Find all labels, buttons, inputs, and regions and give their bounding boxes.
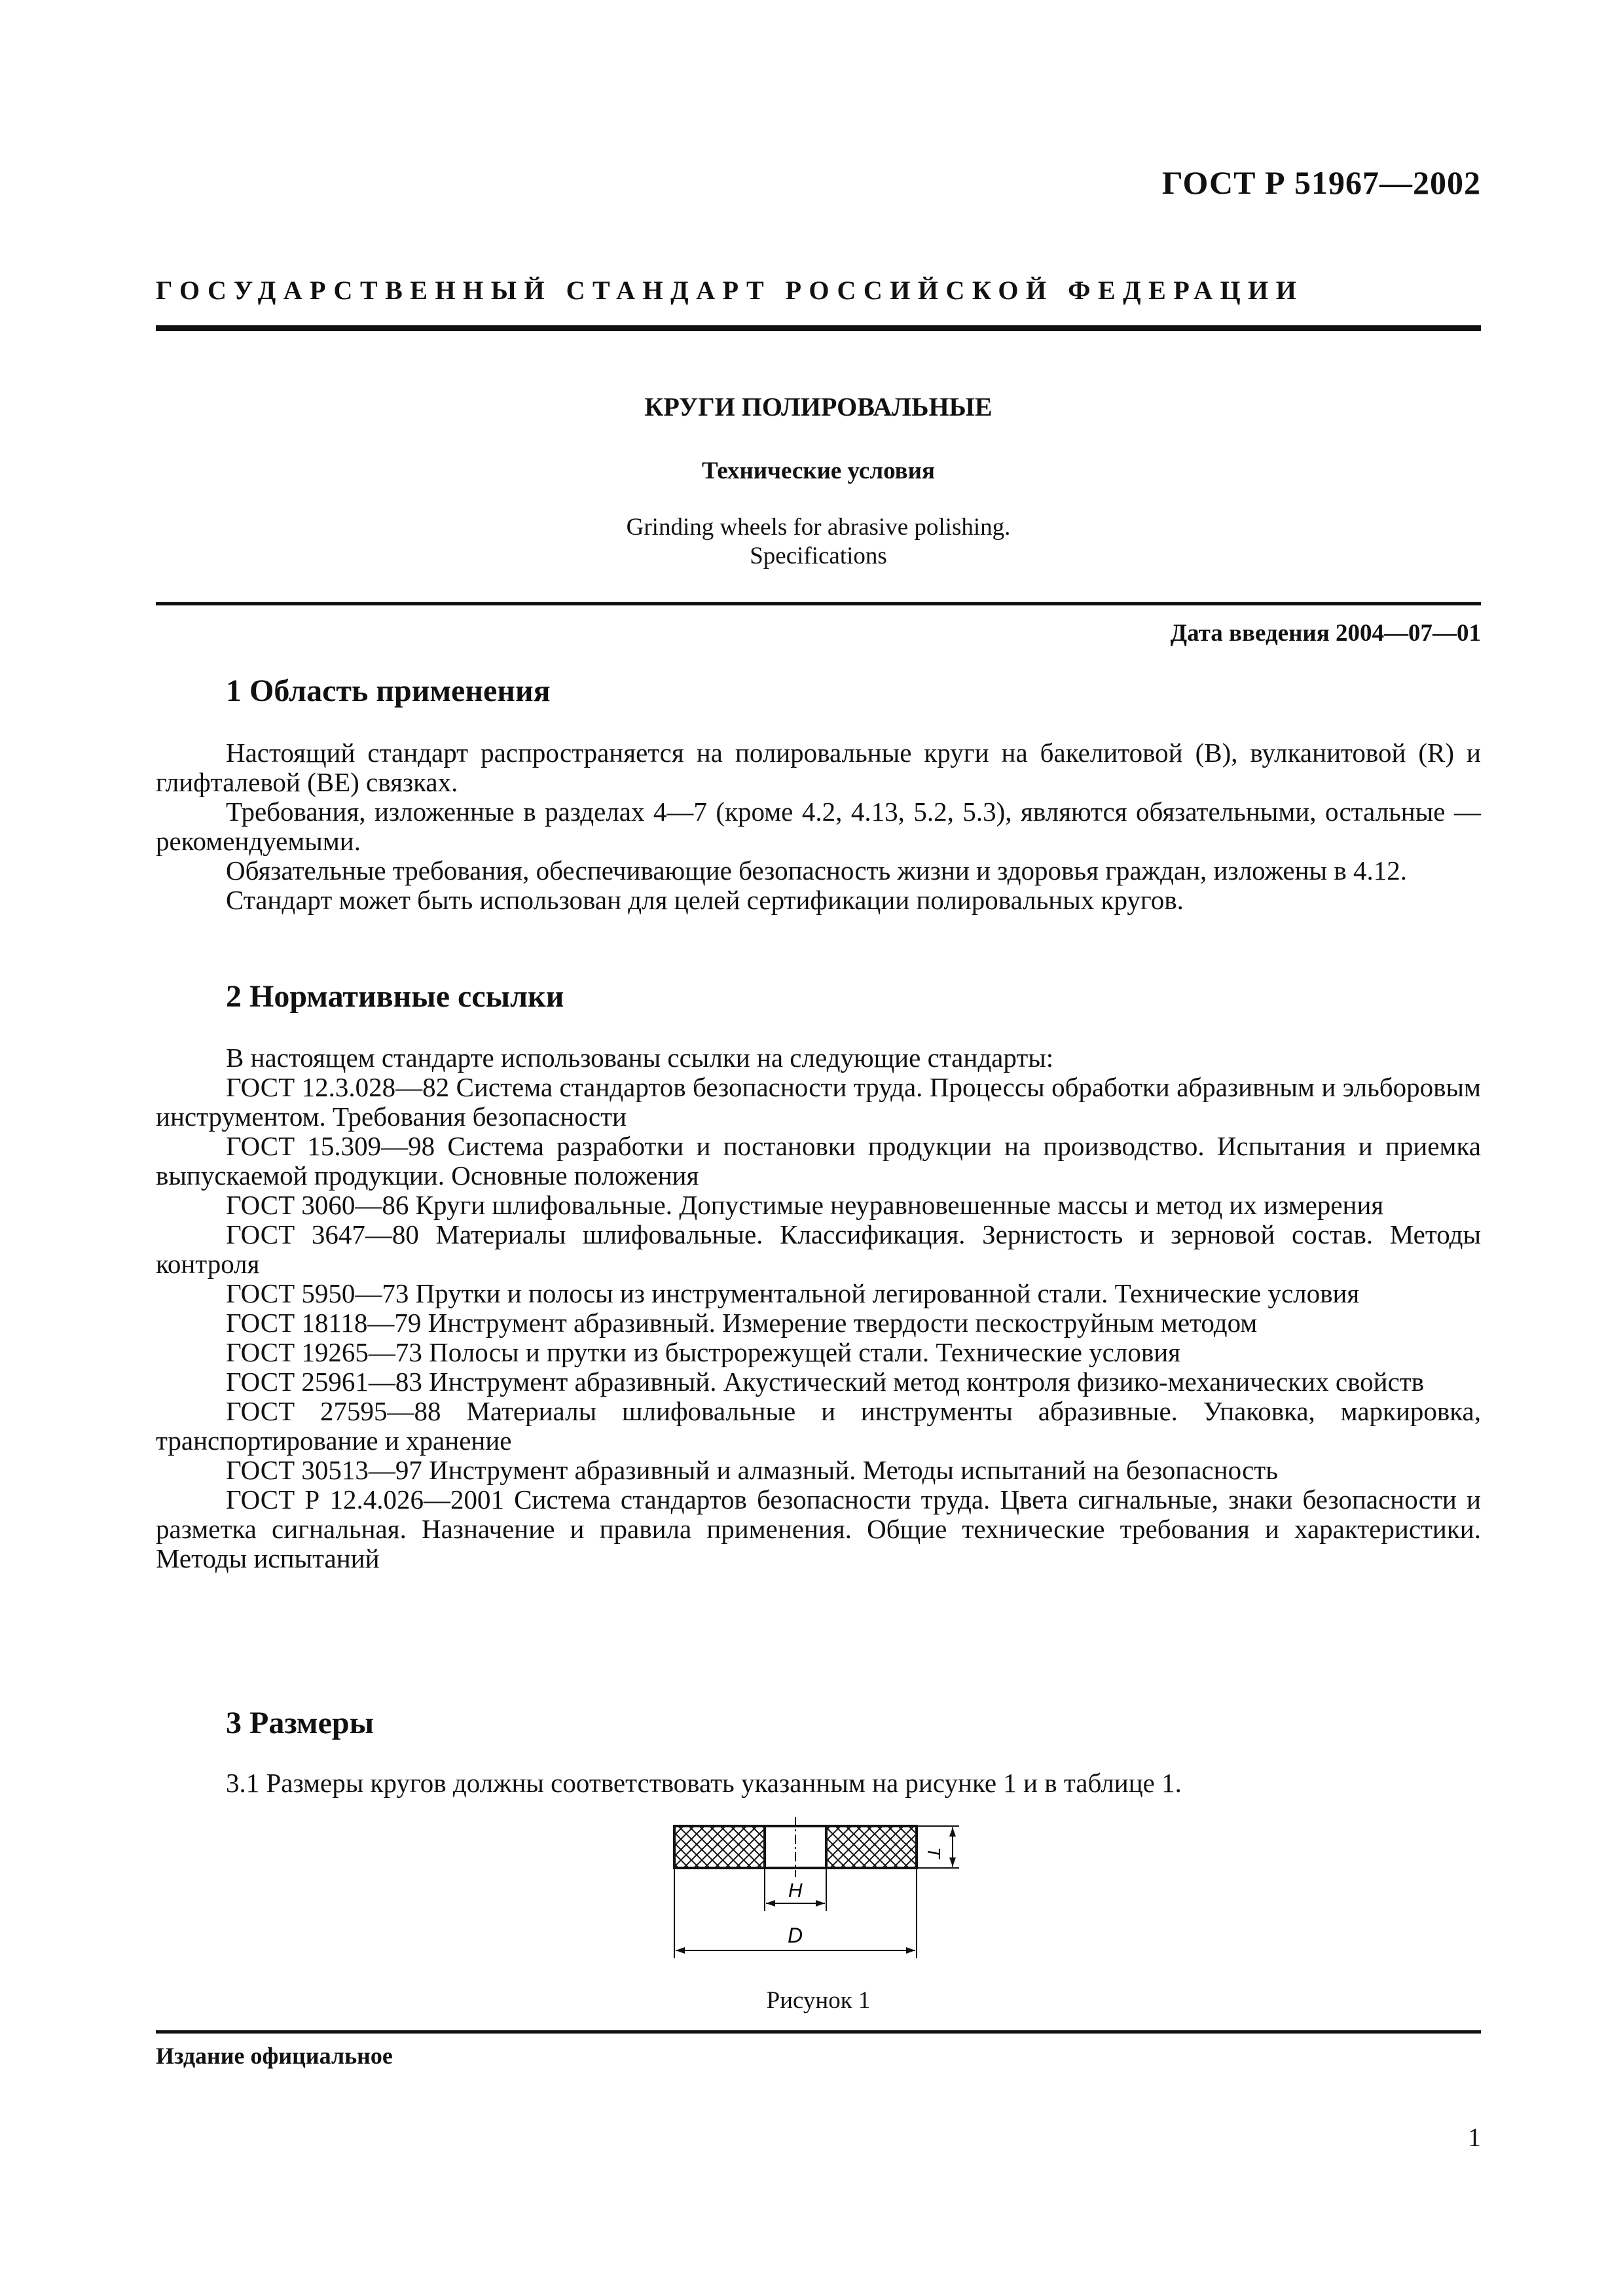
dimension-label-d: D — [788, 1924, 803, 1947]
reference-item: ГОСТ 5950—73 Прутки и полосы из инструментальной легированной стали. Технические условия — [226, 1278, 1360, 1308]
document-subtitle: Технические условия — [702, 457, 935, 484]
reference-item: ГОСТ 18118—79 Инструмент абразивный. Измерение твердости пескоструйным методом — [226, 1308, 1258, 1338]
reference-item: ГОСТ 25961—83 Инструмент абразивный. Акустический метод контроля физико-механических свойств — [226, 1367, 1425, 1397]
reference-item: ГОСТ Р 12.4.026—2001 Система стандартов безопасности труда. Цвета сигнальные, знаки безопасности и разметка сигнальная. Назначение и правила применения. Общие технические требования и характеристики. Методы испытаний — [156, 1484, 1481, 1573]
official-edition-note: Издание официальное — [156, 2043, 393, 2069]
paragraph: Обязательные требования, обеспечивающие безопасность жизни и здоровья граждан, изложены в 4.12. — [226, 855, 1407, 886]
paragraph: Требования, изложенные в разделах 4—7 (кроме 4.2, 4.13, 5.2, 5.3), являются обязательными, остальные — рекомендуемыми. — [156, 797, 1481, 856]
reference-item: ГОСТ 3060—86 Круги шлифовальные. Допустимые неуравновешенные массы и метод их измерения — [226, 1190, 1384, 1220]
english-title — [156, 513, 1481, 571]
reference-item: ГОСТ 12.3.028—82 Система стандартов безопасности труда. Процессы обработки абразивным и эльборовым инструментом. Требования безопасности — [156, 1072, 1481, 1132]
english-title-line: Specifications — [750, 543, 887, 569]
page-number: 1 — [1468, 2123, 1481, 2152]
reference-item: ГОСТ 15.309—98 Система разработки и постановки продукции на производство. Испытания и приемка выпускаемой продукции. Основные положения — [156, 1131, 1481, 1191]
section-heading: 3 Размеры — [226, 1706, 374, 1740]
dimension-label-t: T — [924, 1847, 944, 1859]
reference-item: ГОСТ 3647—80 Материалы шлифовальные. Классификация. Зернистость и зерновой состав. Методы контроля — [156, 1219, 1481, 1279]
reference-item: ГОСТ 19265—73 Полосы и прутки из быстрорежущей стали. Технические условия — [226, 1337, 1181, 1367]
reference-item: ГОСТ 30513—97 Инструмент абразивный и алмазный. Методы испытаний на безопасность — [226, 1455, 1278, 1485]
reference-item: ГОСТ 27595—88 Материалы шлифовальные и инструменты абразивные. Упаковка, маркировка, транспортирование и хранение — [156, 1396, 1481, 1456]
document-number: ГОСТ Р 51967—2002 — [1161, 164, 1481, 201]
title-rule — [156, 602, 1481, 605]
paragraph: 3.1 Размеры кругов должны соответствовать указанным на рисунке 1 и в таблице 1. — [226, 1768, 1182, 1798]
wheel-section-right — [826, 1826, 917, 1868]
document-title: КРУГИ ПОЛИРОВАЛЬНЫЕ — [644, 392, 993, 422]
section-heading: 2 Нормативные ссылки — [226, 979, 564, 1014]
introduction-date: Дата введения 2004—07—01 — [1170, 620, 1481, 647]
section-body — [156, 1043, 1481, 1573]
dimension-label-h: H — [788, 1880, 803, 1901]
figure-wheel-drawing — [655, 1813, 982, 1970]
section-body — [156, 1768, 1481, 1798]
header-rule — [156, 325, 1481, 331]
footer-rule — [156, 2030, 1481, 2034]
paragraph: Настоящий стандарт распространяется на полировальные круги на бакелитовой (B), вулканитовой (R) и глифталевой (BE) связках. — [156, 738, 1481, 797]
standard-banner: ГОСУДАРСТВЕННЫЙ СТАНДАРТ РОССИЙСКОЙ ФЕДЕРАЦИИ — [156, 276, 1304, 305]
figure-caption: Рисунок 1 — [766, 1987, 871, 2014]
paragraph: Стандарт может быть использован для целей сертификации полировальных кругов. — [226, 885, 1184, 915]
wheel-section-left — [674, 1826, 765, 1868]
english-title-line: Grinding wheels for abrasive polishing. — [626, 514, 1011, 541]
section-body — [156, 738, 1481, 915]
section-heading: 1 Область применения — [226, 673, 551, 708]
paragraph: В настоящем стандарте использованы ссылки на следующие стандарты: — [226, 1043, 1054, 1073]
